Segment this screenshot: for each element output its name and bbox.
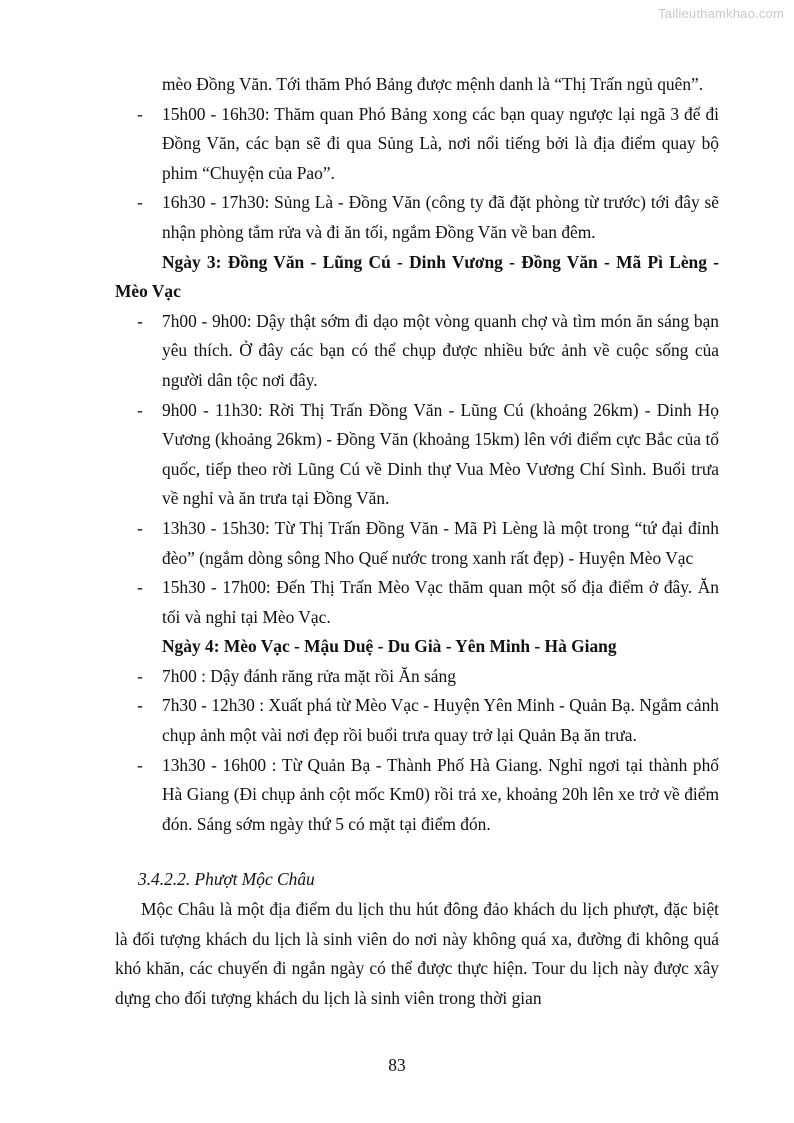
day4-heading: Ngày 4: Mèo Vạc - Mậu Duệ - Du Già - Yên Minh - Hà Giang xyxy=(162,636,617,657)
list-item: - 7h00 - 9h00: Dậy thật sớm đi dạo một vòng quanh chợ và tìm món ăn sáng bạn yêu thích. Ở đây các bạn có thể chụp được nhiều bức ảnh về cuộc sống của người dân tộc nơi đây. xyxy=(115,307,719,396)
list-item: - 16h30 - 17h30: Sủng Là - Đồng Văn (công ty đã đặt phòng từ trước) tới đây sẽ nhận phòng tắm rửa và đi ăn tối, ngắm Đồng Văn về ban đêm. xyxy=(115,188,719,247)
day3-heading: Ngày 3: Đồng Văn - Lũng Cú - Dinh Vương - Đồng Văn - Mã Pì Lèng - Mèo Vạc xyxy=(115,251,719,302)
page-number: 83 xyxy=(388,1055,406,1075)
list-item: - 7h00 : Dậy đánh răng rửa mặt rồi Ăn sáng xyxy=(115,662,719,692)
day3-list xyxy=(115,307,719,633)
list-item: - 7h30 - 12h30 : Xuất phá từ Mèo Vạc - Huyện Yên Minh - Quản Bạ. Ngắm cảnh chụp ảnh một vài nơi đẹp rồi buổi trưa quay trở lại Quản Bạ ăn trưa. xyxy=(115,691,719,750)
bullet-dash: - xyxy=(137,310,143,331)
bullet-dash: - xyxy=(137,103,143,124)
list-item: - 13h30 - 15h30: Từ Thị Trấn Đồng Văn - Mã Pì Lèng là một trong “tứ đại đỉnh đèo” (ngắm dòng sông Nho Quế nước trong xanh rất đẹp) - Huyện Mèo Vạc xyxy=(115,514,719,573)
day2-list xyxy=(115,100,719,248)
document-body xyxy=(115,70,719,1013)
day4-list xyxy=(115,662,719,840)
bullet-dash: - xyxy=(137,517,143,538)
bullet-dash: - xyxy=(137,695,143,716)
watermark: Tailieuthamkhao.com xyxy=(658,6,784,21)
bullet-dash: - xyxy=(137,665,143,686)
bullet-dash: - xyxy=(137,577,143,598)
list-item: - 13h30 - 16h00 : Từ Quản Bạ - Thành Phố Hà Giang. Nghỉ ngơi tại thành phố Hà Giang (Đi chụp ảnh cột mốc Km0) rồi trả xe, khoảng 20h lên xe trở về điểm đón. Sáng sớm ngày thứ 5 có mặt tại điểm đón. xyxy=(115,751,719,840)
section-paragraph: Mộc Châu là một địa điểm du lịch thu hút đông đảo khách du lịch phượt, đặc biệt là đối tượng khách du lịch là sinh viên do nơi này không quá xa, đường đi không quá khó khăn, các chuyến đi ngắn ngày có thể được thực hiện. Tour du lịch này được xây dựng cho đối tượng khách du lịch là sinh viên trong thời gian xyxy=(115,899,719,1008)
list-item: - 9h00 - 11h30: Rời Thị Trấn Đồng Văn - Lũng Cú (khoảng 26km) - Dinh Họ Vương (khoảng 26km) - Đồng Văn (khoảng 15km) lên với điểm cực Bắc của tổ quốc, tiếp theo rời Lũng Cú về Dinh thự Vua Mèo Vương Chí Sình. Buổi trưa về nghỉ và ăn trưa tại Đồng Văn. xyxy=(115,396,719,514)
bullet-dash: - xyxy=(137,399,143,420)
bullet-dash: - xyxy=(137,192,143,213)
list-item: - 15h00 - 16h30: Thăm quan Phó Bảng xong các bạn quay ngược lại ngã 3 để đi Đồng Văn, các bạn sẽ đi qua Sủng Là, nơi nổi tiếng bởi là địa điểm quay bộ phim “Chuyện của Pao”. xyxy=(115,100,719,189)
section-title: 3.4.2.2. Phượt Mộc Châu xyxy=(138,869,315,890)
list-item: - 15h30 - 17h00: Đến Thị Trấn Mèo Vạc thăm quan một số địa điểm ở đây. Ăn tối và nghỉ tại Mèo Vạc. xyxy=(115,573,719,632)
intro-continuation: mèo Đồng Văn. Tới thăm Phó Bảng được mệnh danh là “Thị Trấn ngủ quên”. xyxy=(162,74,704,94)
bullet-dash: - xyxy=(137,754,143,775)
